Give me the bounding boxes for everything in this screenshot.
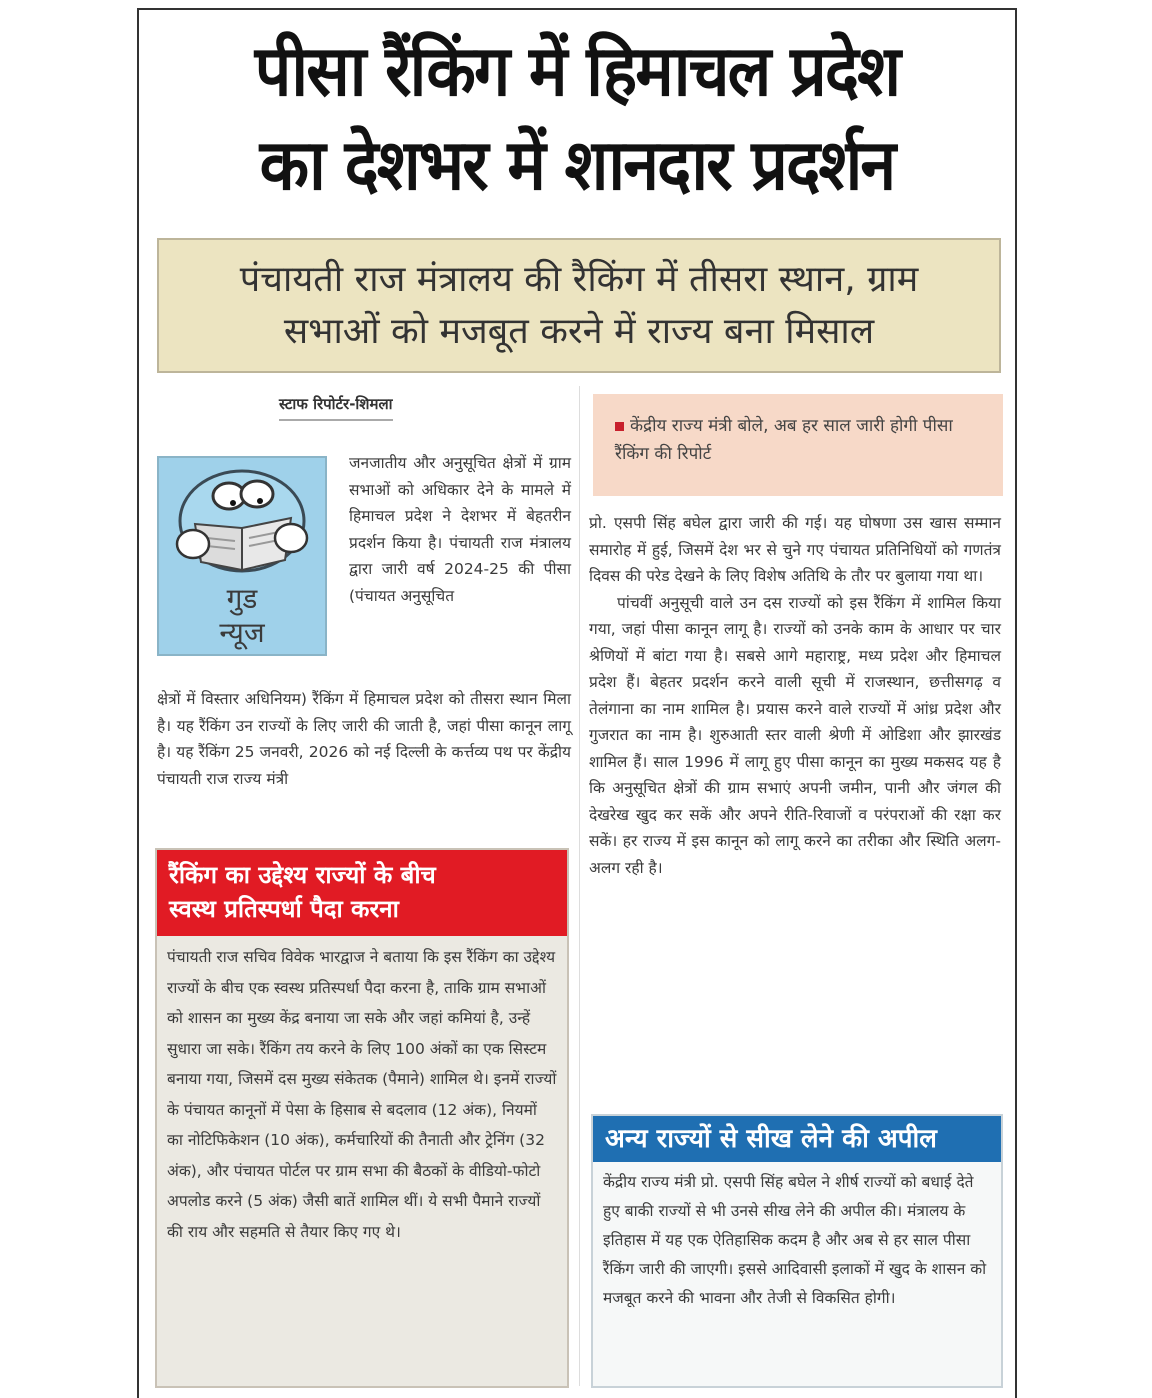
column-divider xyxy=(579,386,580,1386)
teaser-text: केंद्रीय राज्य मंत्री बोले, अब हर साल जारी होगी पीसा रैंकिंग की रिपोर्ट xyxy=(615,416,953,464)
intro-paragraph-continued: क्षेत्रों में विस्तार अधिनियम) रैंकिंग में हिमाचल प्रदेश को तीसरा स्थान मिला है। यह रैंकिंग उन राज्यों के लिए जारी की जाती है, जहां पीसा कानून लागू है। यह रैंकिंग 25 जनवरी, 2026 को नई दिल्ली के कर्त्तव्य पथ पर केंद्रीय पंचायती राज राज्य मंत्री xyxy=(157,690,571,788)
sidebar-box-body: केंद्रीय राज्य मंत्री प्रो. एसपी सिंह बघेल ने शीर्ष राज्यों को बधाई देते हुए बाकी राज्यों से भी उनसे सीख लेने की अपील की। मंत्रालय के इतिहास में यह एक ऐतिहासिक कदम है और अब से हर साल पीसा रैंकिंग जारी की जाएगी। इससे आदिवासी इलाकों में खुद के शासन को मजबूत करने की भावना और तेजी से विकसित होगी। xyxy=(603,1173,987,1307)
subheadline-box xyxy=(157,238,1001,373)
headline xyxy=(174,24,980,212)
byline: स्टाफ रिपोर्टर-शिमला xyxy=(279,394,393,421)
intro-paragraph: जनजातीय और अनुसूचित क्षेत्रों में ग्राम सभाओं को अधिकार देने के मामले में हिमाचल प्रदेश ने देशभर में बेहतरीन प्रदर्शन किया है। पंचायती राज मंत्रालय द्वारा जारी वर्ष 2024-25 की पीसा (पंचायत अनुसूचित xyxy=(349,454,571,605)
logo-text-line-1: गुड xyxy=(226,582,258,615)
bullet-square-icon xyxy=(615,422,624,431)
logo-text-line-2: न्यूज xyxy=(219,616,265,649)
paragraph: प्रो. एसपी सिंह बघेल द्वारा जारी की गई। यह घोषणा उस खास सम्मान समारोह में हुई, जिसमें देश भर से चुने गए पंचायत प्रतिनिधियों को गणतंत्र दिवस की परेड देखने के लिए विशेष अतिथि के तौर पर बुलाया गया था। xyxy=(589,514,1001,585)
headline-line-1: पीसा रैंकिंग में हिमाचल प्रदेश xyxy=(254,30,900,112)
headline-line-2: का देशभर में शानदार प्रदर्शन xyxy=(259,124,895,206)
sidebar-box-body: पंचायती राज सचिव विवेक भारद्वाज ने बताया कि इस रैंकिंग का उद्देश्य राज्यों के बीच एक स्वस्थ प्रतिस्पर्धा पैदा करना है, ताकि ग्राम सभाओं को शासन का मुख्य केंद्र बनाया जा सके और जहां कमियां है, उन्हें सुधारा जा सके। रैंकिंग तय करने के लिए 100 अंकों का एक सिस्टम बनाया गया, जिसमें दस मुख्य संकेतक (पैमाने) शामिल थे। इनमें राज्यों के पंचायत कानूनों में पेसा के हिसाब से बदलाव (12 अंक), नियमों का नोटिफिकेशन (10 अंक), कर्मचारियों की तैनाती और ट्रेनिंग (32 अंक), और पंचायत पोर्टल पर ग्राम सभा की बैठकों के वीडियो-फोटो अपलोड करने (5 अंक) जैसी बातें शामिल थीं। ये सभी पैमाने राज्यों की राय और सहमति से तैयार किए गए थे। xyxy=(167,948,557,1241)
subheadline-line-1: पंचायती राज मंत्रालय की रैकिंग में तीसरा स्थान, ग्राम xyxy=(239,259,919,300)
cartoon-reading-newspaper-icon xyxy=(167,466,317,584)
sidebar-box-heading xyxy=(157,850,567,936)
right-column-text xyxy=(589,510,1001,881)
sidebar-box-heading: अन्य राज्यों से सीख लेने की अपील xyxy=(593,1116,1001,1162)
teaser-box xyxy=(593,394,1003,496)
heading-line-1: रैंकिंग का उद्देश्य राज्यों के बीच xyxy=(169,861,436,889)
good-news-logo xyxy=(157,456,327,656)
heading-line-2: स्वस्थ प्रतिस्पर्धा पैदा करना xyxy=(169,895,399,923)
paragraph: पांचवीं अनुसूची वाले उन दस राज्यों को इस रैंकिंग में शामिल किया गया, जहां पीसा कानून लागू है। राज्यों को उनके काम के आधार पर चार श्रेणियों में बांटा गया है। सबसे आगे महाराष्ट्र, मध्य प्रदेश और हिमाचल प्रदेश हैं। बेहतर प्रदर्शन करने वाली सूची में राजस्थान, छत्तीसगढ़ व तेलंगाना का नाम शामिल है। प्रयास करने वाले राज्यों में आंध्र प्रदेश और गुजरात का नाम है। शुरुआती स्तर वाली श्रेणी में ओडिशा और झारखंड शामिल हैं। साल 1996 में लागू हुए पीसा कानून का मुख्य मकसद यह है कि अनुसूचित क्षेत्रों की ग्राम सभाएं अपनी जमीन, पानी और जंगल की देखरेख खुद कर सकें और अपने रीति-रिवाजों व परंपराओं की रक्षा कर सकें। हर राज्य में इस कानून को लागू करने का तरीका और स्थिति अलग-अलग रही है। xyxy=(589,593,1001,877)
sidebar-box-ranking-objective xyxy=(155,848,569,1388)
news-article xyxy=(137,8,1017,1398)
sidebar-box-appeal xyxy=(591,1114,1003,1388)
subheadline-line-2: सभाओं को मजबूत करने में राज्य बना मिसाल xyxy=(283,311,875,352)
